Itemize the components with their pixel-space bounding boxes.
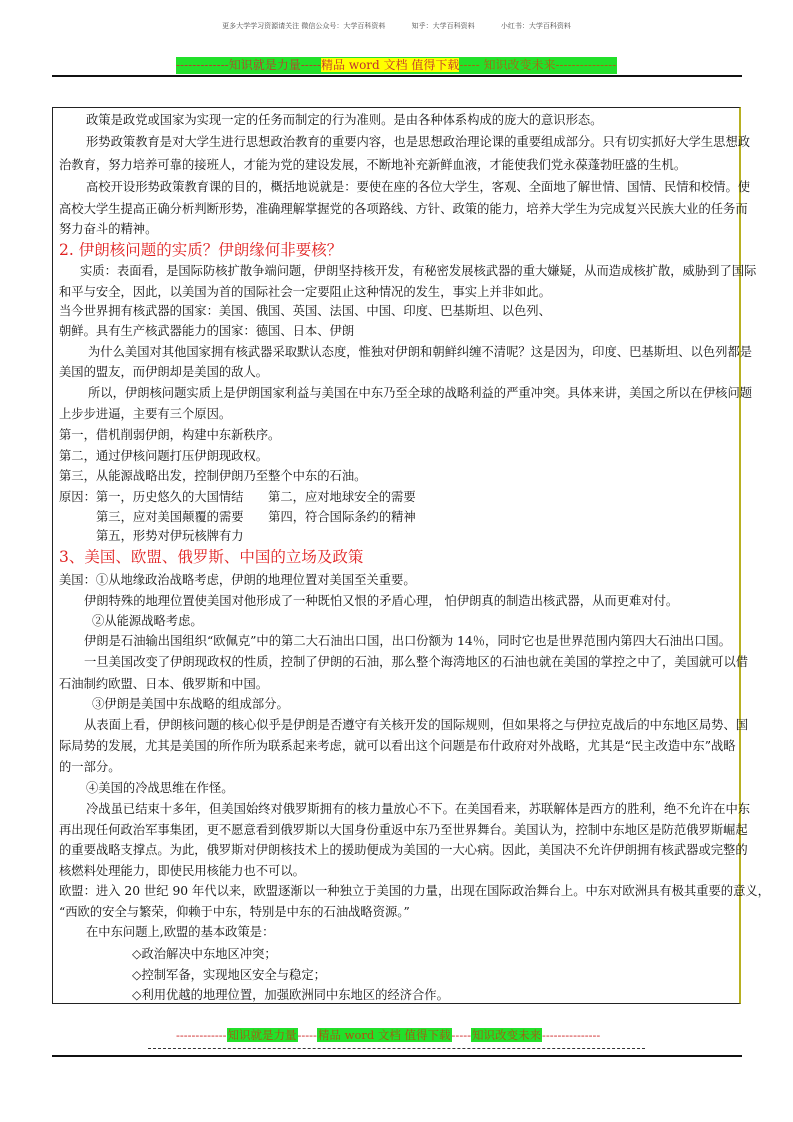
paragraph-line: 原因：第一，历史悠久的大国情结 第二，应对地球安全的需要 bbox=[59, 490, 416, 504]
paragraph-line: 第三，应对美国颠覆的需要 第四，符合国际条约的精神 bbox=[96, 510, 416, 524]
paragraph-line: 核燃料处理能力，即使民用核能力也不可以。 bbox=[59, 864, 305, 878]
header-note-xiaohongshu: 小红书：大学百科资料 bbox=[500, 22, 571, 30]
paragraph-line: 第一，借机削弱伊朗，构建中东新秩序。 bbox=[59, 428, 281, 442]
paragraph-line: 实质：表面看，是国际防核扩散争端问题，伊朗坚持核开发，有秘密发展核武器的重大嫌疑，从而造成核扩散，威胁到了国际 bbox=[80, 264, 757, 278]
banner-left: -------------知识就是力量----- bbox=[176, 58, 321, 72]
paragraph-line: 当今世界拥有核武器的国家：美国、俄国、英国、法国、中国、印度、巴基斯坦、以色列、 bbox=[59, 304, 551, 318]
paragraph-line: 所以，伊朗核问题实质上是伊朗国家利益与美国在中东乃至全球的战略利益的严重冲突。具体来讲，美国之所以在伊核问题 bbox=[88, 386, 753, 400]
footer-banner bbox=[176, 1026, 621, 1044]
paragraph-line: 第二，通过伊核问题打压伊朗现政权。 bbox=[59, 449, 269, 463]
list-item: ◇政治解决中东地区冲突； bbox=[132, 947, 277, 961]
paragraph-line: 政策是政党或国家为实现一定的任务而制定的行为准则。是由各种体系构成的庞大的意识形态。 bbox=[86, 113, 603, 127]
paragraph-line: 美国：①从地缘政治战略考虑，伊朗的地理位置对美国至关重要。 bbox=[59, 573, 416, 587]
footer-seg-1: 知识就是力量 bbox=[227, 1028, 297, 1042]
paragraph-line: 努力奋斗的精神。 bbox=[59, 222, 158, 236]
header-banner bbox=[176, 57, 617, 74]
footer-seg-3: 知识改变未来 bbox=[471, 1028, 541, 1042]
paragraph-line: 美国的盟友，而伊朗却是美国的敌人。 bbox=[59, 365, 269, 379]
paragraph-line: 再出现任何政治军事集团，更不愿意看到俄罗斯以大国身份重返中东乃至世界舞台。美国认为，控制中东地区是防范俄罗斯崛起 bbox=[59, 823, 748, 837]
header-note-wechat: 更多大学学习资源请关注 微信公众号：大学百科资料 bbox=[222, 22, 386, 30]
paragraph-line: 石油制约欧盟、日本、俄罗斯和中国。 bbox=[59, 677, 269, 691]
section-heading-2: 2. 伊朗核问题的实质？伊朗缘何非要核？ bbox=[59, 241, 343, 259]
paragraph-line: 的一部分。 bbox=[59, 760, 121, 774]
footer-seg-2: 精品 word 文档 值得下载 bbox=[317, 1028, 451, 1042]
paragraph-line: 和平与安全，因此，以美国为首的国际社会一定要阻止这种情况的发生，事实上并非如此。 bbox=[59, 285, 551, 299]
footer-rule bbox=[52, 1055, 742, 1057]
footer-dashed-rule bbox=[148, 1048, 645, 1049]
footer-dash: ----- bbox=[451, 1028, 471, 1042]
footer-dash: ----- bbox=[297, 1028, 317, 1042]
paragraph-line: ④美国的冷战思维在作怪。 bbox=[86, 781, 234, 795]
paragraph-line: ③伊朗是美国中东战略的组成部分。 bbox=[92, 697, 289, 711]
banner-middle: 精品 word 文档 值得下载 bbox=[321, 58, 460, 72]
list-item: ◇利用优越的地理位置，加强欧洲同中东地区的经济合作。 bbox=[132, 988, 449, 1002]
paragraph-line: 为什么美国对其他国家拥有核武器采取默认态度，惟独对伊朗和朝鲜纠缠不清呢？这是因为，印度、巴基斯坦、以色列都是 bbox=[88, 345, 753, 359]
paragraph-line: 冷战虽已结束十多年，但美国始终对俄罗斯拥有的核力量放心不下。在美国看来，苏联解体是西方的胜利，绝不允许在中东 bbox=[86, 802, 751, 816]
paragraph-line: 治教育，努力培养可靠的接班人，才能为党的建设发展，不断地补充新鲜血液，才能使我们党永葆蓬勃旺盛的生机。 bbox=[59, 158, 687, 172]
paragraph-line: “西欧的安全与繁荣，仰赖于中东，特别是中东的石油战略资源。” bbox=[59, 905, 410, 919]
banner-right: ----- 知识改变未来--------------- bbox=[459, 58, 617, 72]
paragraph-line: 第三，从能源战略出发，控制伊朗乃至整个中东的石油。 bbox=[59, 469, 367, 483]
paragraph-line: 在中东问题上,欧盟的基本政策是： bbox=[86, 925, 275, 939]
header-rule bbox=[52, 75, 742, 77]
paragraph-line: 伊朗特殊的地理位置使美国对他形成了一种既怕又恨的矛盾心理， 怕伊朗真的制造出核武器，从而更难对付。 bbox=[84, 594, 679, 608]
paragraph-line: 际局势的发展，尤其是美国的所作所为联系起来考虑，就可以看出这个问题是布什政府对外战略，尤其是“民主改造中东”战略 bbox=[59, 739, 736, 753]
paragraph-line: 上步步进逼，主要有三个原因。 bbox=[59, 407, 232, 421]
footer-dash: ------------- bbox=[176, 1028, 227, 1042]
footer-dash: --------------- bbox=[541, 1028, 601, 1042]
paragraph-line: 第五，形势对伊玩核牌有力 bbox=[96, 529, 244, 543]
paragraph-line: 伊朗是石油输出国组织“欧佩克”中的第二大石油出口国，出口份额为 14％，同时它也是世界范围内第四大石油出口国。 bbox=[84, 634, 731, 648]
paragraph-line: 一旦美国改变了伊朗现政权的性质，控制了伊朗的石油，那么整个海湾地区的石油也就在美国的掌控之中了，美国就可以借 bbox=[84, 655, 749, 669]
list-item: ◇控制军备，实现地区安全与稳定； bbox=[132, 968, 326, 982]
paragraph-line: 朝鲜。具有生产核武器能力的国家：德国、日本、伊朗 bbox=[59, 324, 355, 338]
header-note bbox=[0, 22, 793, 31]
paragraph-line: 形势政策教育是对大学生进行思想政治教育的重要内容，也是思想政治理论课的重要组成部分。只有切实抓好大学生思想政 bbox=[86, 135, 751, 149]
paragraph-line: 欧盟：进入 20 世纪 90 年代以来，欧盟逐渐以一种独立于美国的力量，出现在国际政治舞台上。中东对欧洲具有极其重要的意义， bbox=[59, 884, 770, 898]
paragraph-line: 的重要战略支撑点。为此，俄罗斯对伊朗核技术上的援助便成为美国的一大心病。因此，美国决不允许伊朗拥有核武器或完整的 bbox=[59, 843, 748, 857]
section-heading-3: 3、美国、欧盟、俄罗斯、中国的立场及政策 bbox=[59, 548, 364, 566]
paragraph-line: ②从能源战略考虑。 bbox=[92, 614, 203, 628]
paragraph-line: 从表面上看，伊朗核问题的核心似乎是伊朗是否遵守有关核开发的国际规则，但如果将之与伊拉克战后的中东地区局势、国 bbox=[84, 718, 749, 732]
paragraph-line: 高校大学生提高正确分析判断形势，准确理解掌握党的各项路线、方针、政策的能力，培养大学生为完成复兴民族大业的任务而 bbox=[59, 202, 748, 216]
paragraph-line: 高校开设形势政策教育课的目的，概括地说就是：要使在座的各位大学生，客观、全面地了解世情、国情、民情和校情。使 bbox=[86, 180, 751, 194]
header-note-zhihu: 知乎：大学百科资料 bbox=[411, 22, 475, 30]
